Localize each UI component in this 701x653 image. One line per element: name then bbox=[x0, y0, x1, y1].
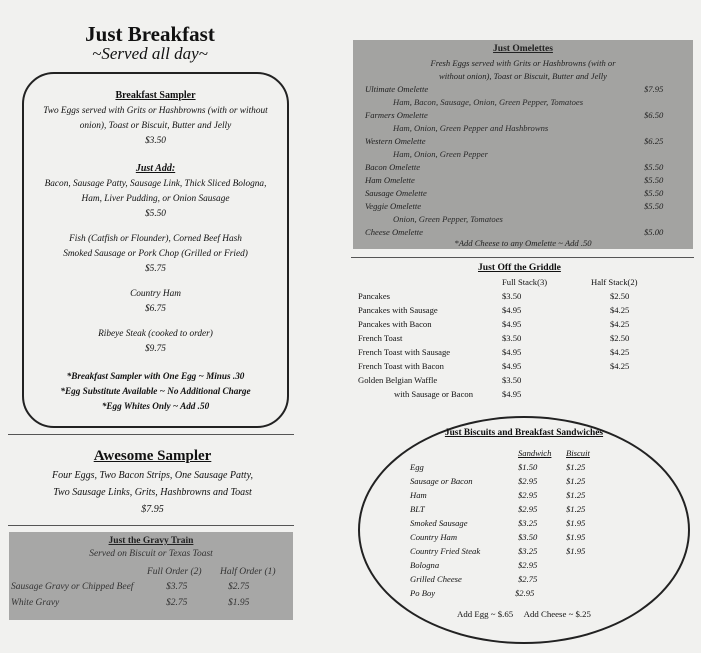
breakfast-sampler-heading: Breakfast Sampler bbox=[115, 90, 196, 101]
biscuit-item-name: Grilled Cheese bbox=[410, 574, 462, 584]
griddle-item-name: French Toast with Bacon bbox=[358, 361, 444, 371]
biscuit-item-biscuit: $1.25 bbox=[566, 476, 586, 486]
biscuit-item-biscuit: $1.25 bbox=[566, 462, 586, 472]
gravy-row-name: Sausage Gravy or Chipped Beef bbox=[11, 582, 134, 592]
biscuit-item-name: Sausage or Bacon bbox=[410, 476, 473, 486]
griddle-item-name: French Toast with Sausage bbox=[358, 347, 451, 357]
gravy-row-full: $3.75 bbox=[166, 582, 188, 592]
sampler-note-1: *Breakfast Sampler with One Egg ~ Minus .30 bbox=[66, 371, 245, 381]
omelettes-heading: Just Omelettes bbox=[493, 44, 553, 54]
biscuits-col-biscuit: Biscuit bbox=[566, 448, 590, 458]
menu-subtitle: ~Served all day~ bbox=[92, 44, 208, 63]
biscuit-item-name: BLT bbox=[410, 504, 425, 514]
omelettes-sub-line2: without onion), Toast or Biscuit, Butter and Jelly bbox=[439, 71, 607, 81]
awesome-sampler-heading: Awesome Sampler bbox=[93, 448, 212, 464]
griddle-item-name: with Sausage or Bacon bbox=[394, 389, 473, 399]
sampler-note-2: *Egg Substitute Available ~ No Additional Charge bbox=[60, 386, 251, 396]
biscuits-heading: Just Biscuits and Breakfast Sandwiches bbox=[444, 428, 604, 438]
griddle-item-full: $4.95 bbox=[502, 319, 522, 329]
biscuit-item-sandwich: $2.95 bbox=[518, 476, 538, 486]
add-option-2-line2: Smoked Sausage or Pork Chop (Grilled or Fried) bbox=[63, 249, 248, 259]
add-option-1-price: $5.50 bbox=[145, 209, 166, 219]
omelette-price: $6.50 bbox=[644, 110, 664, 120]
griddle-item-full: $4.95 bbox=[502, 305, 522, 315]
biscuit-item-name: Country Fried Steak bbox=[410, 546, 481, 556]
add-option-2-price: $5.75 bbox=[145, 264, 166, 274]
menu-title: Just Breakfast bbox=[85, 22, 215, 46]
griddle-heading: Just Off the Griddle bbox=[478, 262, 561, 273]
sampler-description-line1: Two Eggs served with Grits or Hashbrowns (with or without bbox=[43, 106, 268, 116]
breakfast-sampler-box bbox=[22, 72, 289, 428]
biscuit-item-name: Country Ham bbox=[410, 532, 458, 542]
griddle-item-half: $2.50 bbox=[610, 291, 630, 301]
griddle-item-name: Pancakes with Sausage bbox=[358, 305, 438, 315]
omelette-price: $5.50 bbox=[644, 162, 664, 172]
gravy-col-full: Full Order (2) bbox=[147, 567, 202, 577]
gravy-train-subheading: Served on Biscuit or Texas Toast bbox=[89, 549, 213, 559]
griddle-item-name: French Toast bbox=[358, 333, 403, 343]
griddle-col-full: Full Stack(3) bbox=[502, 277, 548, 287]
gravy-row-full: $2.75 bbox=[166, 598, 188, 608]
biscuit-item-biscuit: $1.25 bbox=[566, 504, 586, 514]
griddle-item-half: $4.25 bbox=[610, 361, 630, 371]
omelettes-note: *Add Cheese to any Omelette ~ Add .50 bbox=[454, 238, 592, 248]
add-option-4-name: Ribeye Steak (cooked to order) bbox=[98, 329, 213, 339]
biscuit-item-sandwich: $3.25 bbox=[518, 518, 538, 528]
omelette-name: Veggie Omelette bbox=[365, 201, 422, 211]
omelette-name: Farmers Omelette bbox=[365, 110, 428, 120]
biscuit-item-biscuit: $1.25 bbox=[566, 490, 586, 500]
omelette-price: $5.50 bbox=[644, 188, 664, 198]
awesome-sampler-line1: Four Eggs, Two Bacon Strips, One Sausage Patty, bbox=[52, 470, 253, 481]
sampler-description-line2: onion), Toast or Biscuit, Butter and Jelly bbox=[79, 121, 232, 131]
griddle-item-full: $4.95 bbox=[502, 361, 522, 371]
griddle-item-half: $4.25 bbox=[610, 347, 630, 357]
add-option-1-line1: Bacon, Sausage Patty, Sausage Link, Thick Sliced Bologna, bbox=[44, 179, 267, 189]
biscuits-footer: Add Egg ~ $.65 Add Cheese ~ $.25 bbox=[457, 609, 591, 619]
omelette-price: $5.50 bbox=[644, 201, 664, 211]
griddle-item-full: $3.50 bbox=[502, 291, 522, 301]
griddle-item-full: $3.50 bbox=[502, 375, 522, 385]
add-option-3-name: Country Ham bbox=[130, 289, 181, 299]
section-divider bbox=[8, 525, 294, 526]
gravy-train-heading: Just the Gravy Train bbox=[108, 536, 194, 546]
omelette-description: Ham, Onion, Green Pepper and Hashbrowns bbox=[393, 123, 549, 133]
biscuit-item-sandwich: $1.50 bbox=[518, 462, 538, 472]
add-option-4-price: $9.75 bbox=[145, 344, 166, 354]
section-divider bbox=[351, 257, 694, 258]
sampler-note-3: *Egg Whites Only ~ Add .50 bbox=[101, 401, 210, 411]
gravy-row-half: $1.95 bbox=[228, 598, 250, 608]
biscuit-item-sandwich: $2.95 bbox=[515, 588, 535, 598]
omelette-price: $7.95 bbox=[644, 84, 664, 94]
griddle-item-name: Pancakes with Bacon bbox=[358, 319, 432, 329]
awesome-sampler-price: $7.95 bbox=[141, 504, 164, 515]
biscuit-item-name: Po Boy bbox=[410, 588, 436, 598]
omelettes-sub-line1: Fresh Eggs served with Grits or Hashbrowns (with or bbox=[430, 58, 616, 68]
griddle-item-half: $4.25 bbox=[610, 319, 630, 329]
biscuit-item-name: Bologna bbox=[410, 560, 440, 570]
omelette-description: Ham, Bacon, Sausage, Onion, Green Pepper, Tomatoes bbox=[393, 97, 584, 107]
griddle-item-half: $4.25 bbox=[610, 305, 630, 315]
omelette-price: $5.50 bbox=[644, 175, 664, 185]
omelette-name: Ultimate Omelette bbox=[365, 84, 429, 94]
awesome-sampler-line2: Two Sausage Links, Grits, Hashbrowns and Toast bbox=[53, 487, 252, 498]
add-option-3-price: $6.75 bbox=[145, 304, 166, 314]
biscuit-item-sandwich: $2.75 bbox=[518, 574, 538, 584]
griddle-item-name: Golden Belgian Waffle bbox=[358, 375, 438, 385]
add-option-1-line2: Ham, Liver Pudding, or Onion Sausage bbox=[81, 194, 230, 204]
gravy-row-name: White Gravy bbox=[11, 598, 60, 608]
griddle-item-full: $3.50 bbox=[502, 333, 522, 343]
omelette-description: Onion, Green Pepper, Tomatoes bbox=[393, 214, 503, 224]
griddle-item-half: $2.50 bbox=[610, 333, 630, 343]
biscuits-oval bbox=[358, 416, 690, 644]
section-divider bbox=[8, 434, 294, 435]
biscuit-item-sandwich: $3.50 bbox=[518, 532, 538, 542]
just-add-heading: Just Add: bbox=[135, 163, 176, 174]
griddle-item-full: $4.95 bbox=[502, 389, 522, 399]
add-option-2-line1: Fish (Catfish or Flounder), Corned Beef Hash bbox=[69, 234, 242, 244]
biscuit-item-biscuit: $1.95 bbox=[566, 546, 586, 556]
omelette-name: Ham Omelette bbox=[365, 175, 415, 185]
biscuit-item-name: Ham bbox=[410, 490, 427, 500]
biscuits-col-sandwich: Sandwich bbox=[518, 448, 552, 458]
griddle-item-full: $4.95 bbox=[502, 347, 522, 357]
biscuit-item-biscuit: $1.95 bbox=[566, 518, 586, 528]
omelette-price: $6.25 bbox=[644, 136, 664, 146]
gravy-col-half: Half Order (1) bbox=[220, 567, 276, 577]
griddle-col-half: Half Stack(2) bbox=[591, 277, 638, 287]
omelette-name: Western Omelette bbox=[365, 136, 426, 146]
biscuit-item-biscuit: $1.95 bbox=[566, 532, 586, 542]
omelette-description: Ham, Onion, Green Pepper bbox=[393, 149, 488, 159]
biscuit-item-sandwich: $2.95 bbox=[518, 504, 538, 514]
biscuit-item-name: Egg bbox=[410, 462, 424, 472]
biscuit-item-sandwich: $3.25 bbox=[518, 546, 538, 556]
omelette-name: Sausage Omelette bbox=[365, 188, 427, 198]
sampler-price: $3.50 bbox=[145, 136, 166, 146]
omelette-name: Bacon Omelette bbox=[365, 162, 421, 172]
gravy-row-half: $2.75 bbox=[228, 582, 250, 592]
biscuit-item-sandwich: $2.95 bbox=[518, 490, 538, 500]
biscuit-item-sandwich: $2.95 bbox=[518, 560, 538, 570]
gravy-train-box bbox=[9, 532, 293, 620]
biscuit-item-name: Smoked Sausage bbox=[410, 518, 468, 528]
omelettes-box bbox=[353, 40, 693, 249]
omelette-name: Cheese Omelette bbox=[365, 227, 423, 237]
omelette-price: $5.00 bbox=[644, 227, 664, 237]
griddle-item-name: Pancakes bbox=[358, 291, 390, 301]
